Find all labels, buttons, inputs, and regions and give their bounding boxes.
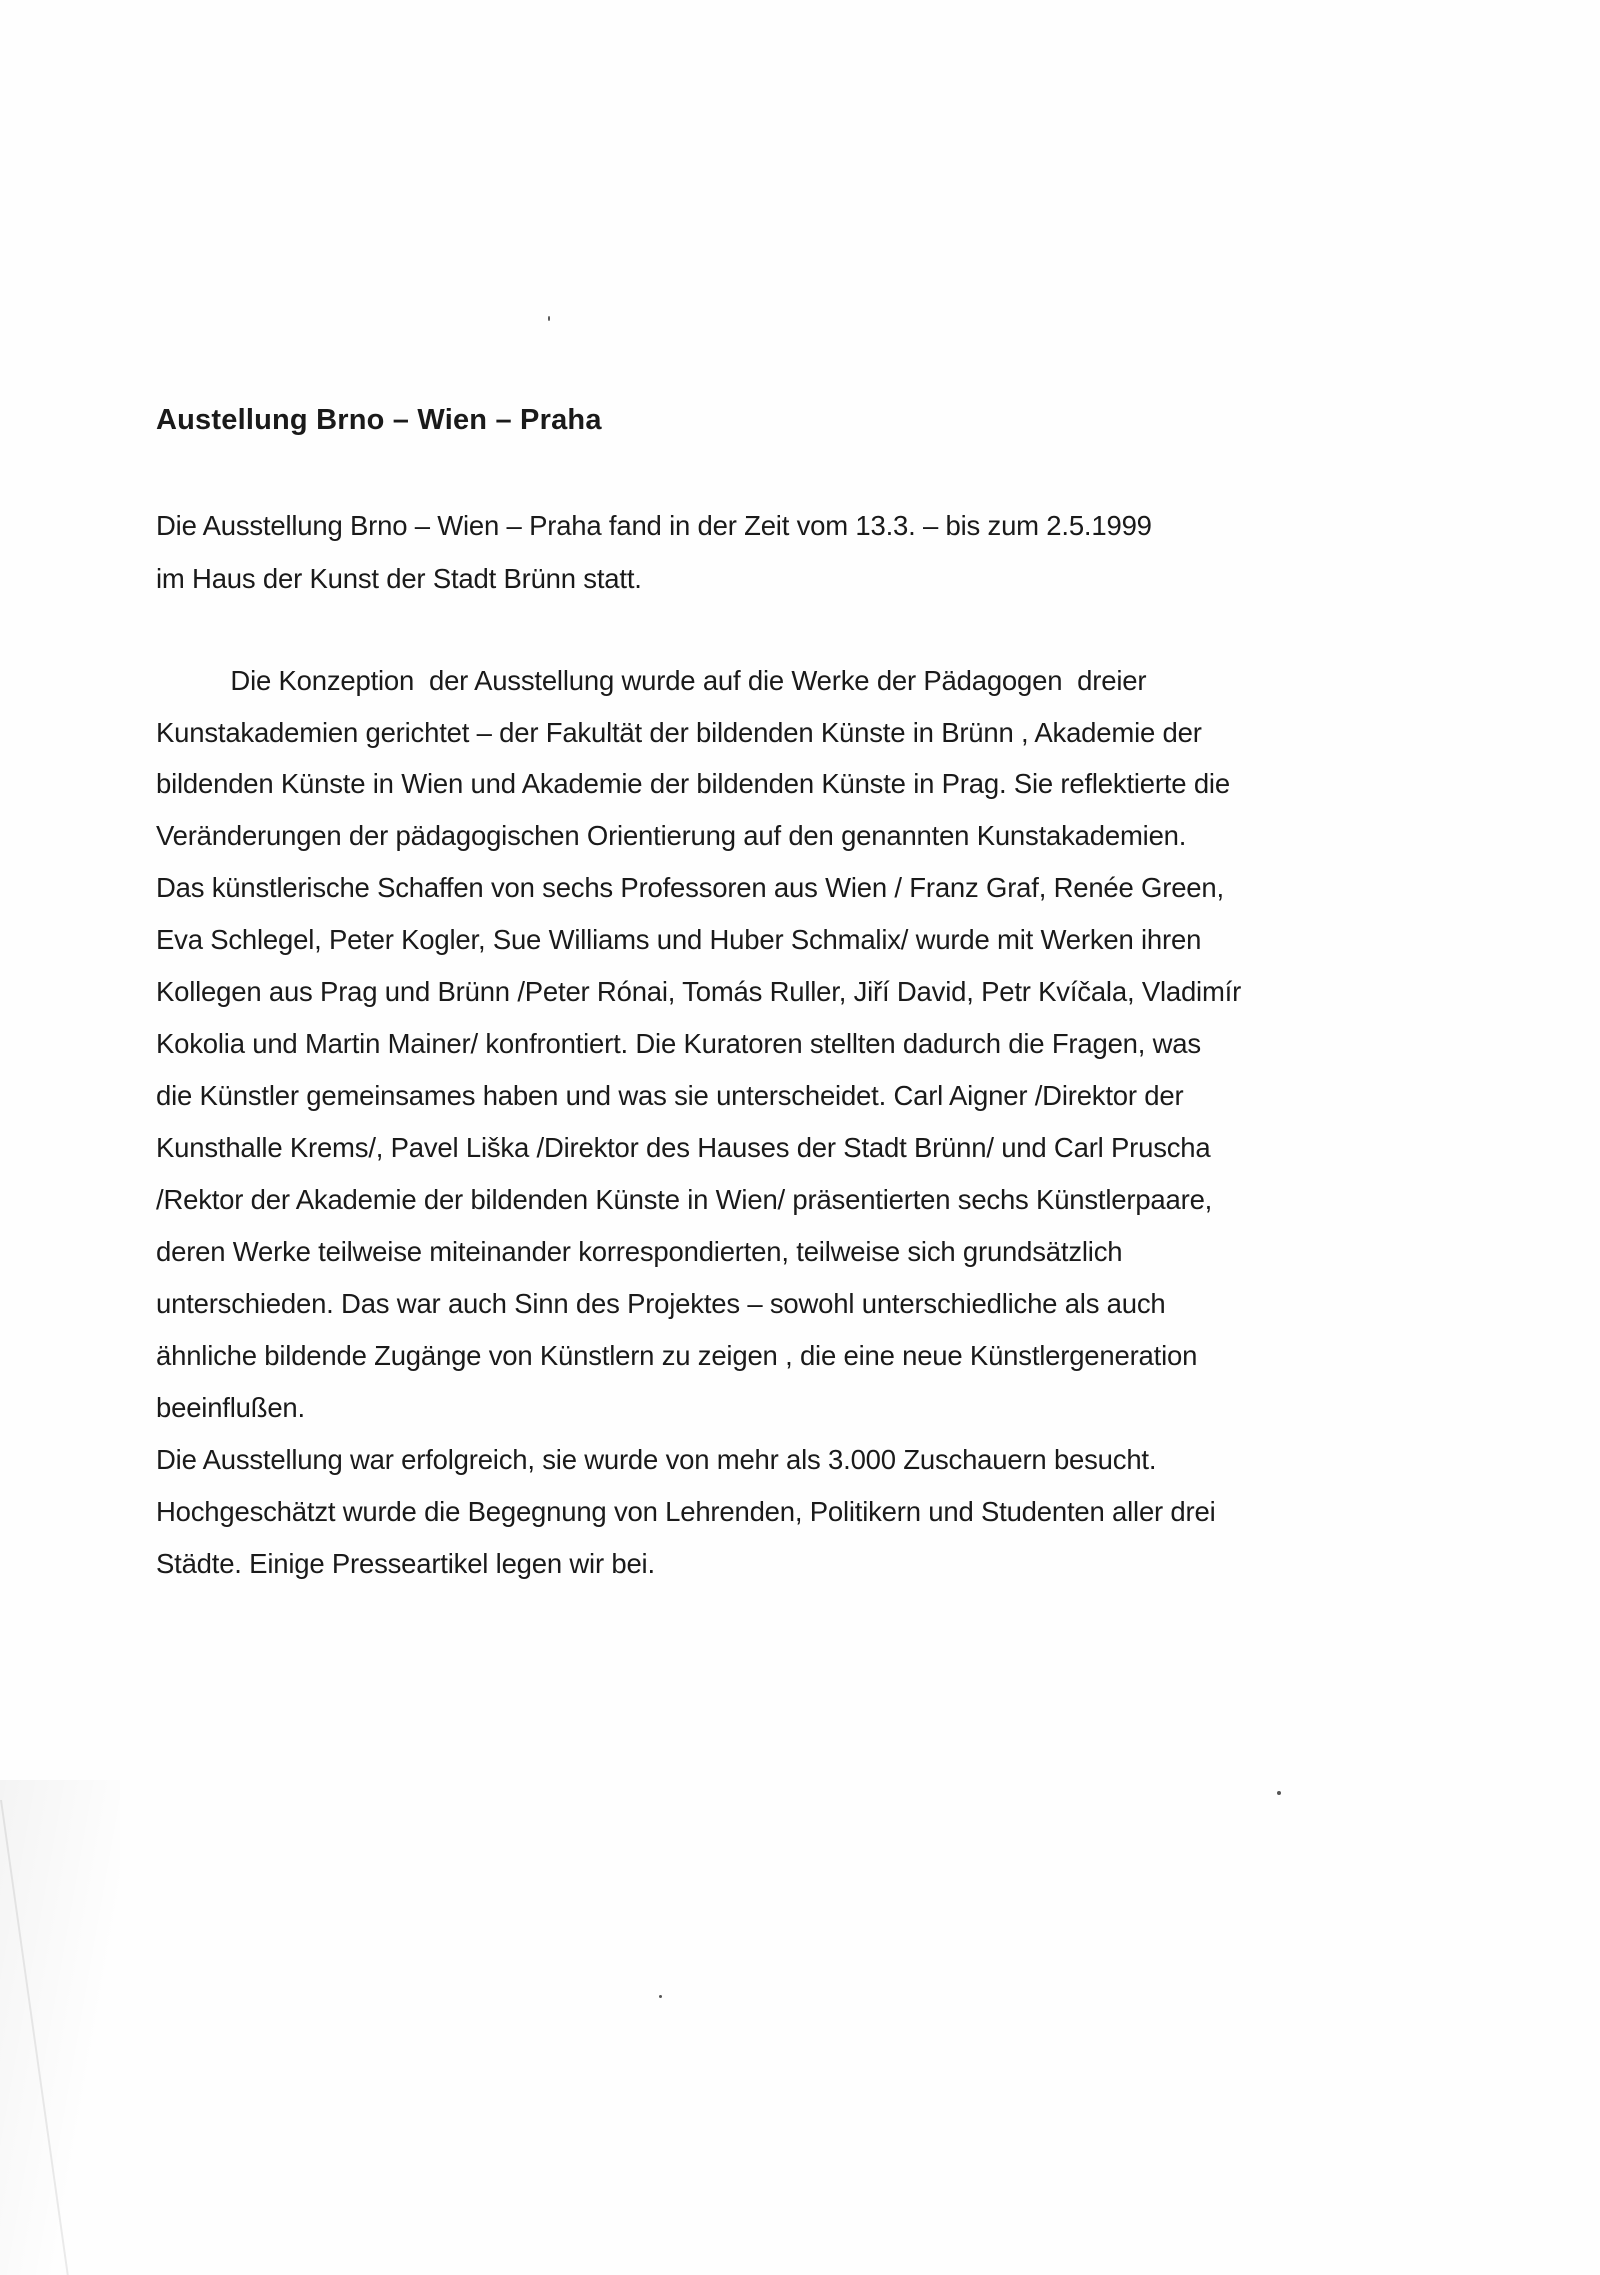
scan-speck	[548, 316, 550, 321]
intro-line: im Haus der Kunst der Stadt Brünn statt.	[156, 563, 642, 594]
body-line: ähnliche bildende Zugänge von Künstlern zu zeigen , die eine neue Künstlergeneration	[156, 1340, 1198, 1371]
body-line: Die Ausstellung war erfolgreich, sie wurde von mehr als 3.000 Zuschauern besucht.	[156, 1444, 1157, 1475]
body-line: unterschieden. Das war auch Sinn des Projektes – sowohl unterschiedliche als auch	[156, 1288, 1166, 1319]
intro-line: Die Ausstellung Brno – Wien – Praha fand in der Zeit vom 13.3. – bis zum 2.5.1999	[156, 510, 1152, 541]
body-line: Kunstakademien gerichtet – der Fakultät der bildenden Künste in Brünn , Akademie der	[156, 717, 1202, 748]
body-line: /Rektor der Akademie der bildenden Künste in Wien/ präsentierten sechs Künstlerpaare,	[156, 1184, 1213, 1215]
scan-speck	[1277, 1791, 1281, 1795]
scan-shadow	[0, 1780, 120, 2275]
scan-speck	[659, 1995, 662, 1998]
body-line: Kollegen aus Prag und Brünn /Peter Rónai, Tomás Ruller, Jiří David, Petr Kvíčala, Vladimír	[156, 976, 1242, 1007]
body-line: Die Konzeption der Ausstellung wurde auf die Werke der Pädagogen dreier	[156, 665, 1147, 696]
body-line: Eva Schlegel, Peter Kogler, Sue Williams und Huber Schmalix/ wurde mit Werken ihren	[156, 924, 1202, 955]
body-line: Städte. Einige Presseartikel legen wir bei.	[156, 1548, 655, 1579]
body-line: Das künstlerische Schaffen von sechs Professoren aus Wien / Franz Graf, Renée Green,	[156, 872, 1224, 903]
body-line: deren Werke teilweise miteinander korrespondierten, teilweise sich grundsätzlich	[156, 1236, 1123, 1267]
body-line: Veränderungen der pädagogischen Orientierung auf den genannten Kunstakademien.	[156, 820, 1187, 851]
body-line: Kokolia und Martin Mainer/ konfrontiert. Die Kuratoren stellten dadurch die Fragen, was	[156, 1028, 1201, 1059]
body-line: bildenden Künste in Wien und Akademie der bildenden Künste in Prag. Sie reflektierte die	[156, 768, 1230, 799]
body-line: Kunsthalle Krems/, Pavel Liška /Direktor des Hauses der Stadt Brünn/ und Carl Pruscha	[156, 1132, 1211, 1163]
body-line: beeinflußen.	[156, 1392, 305, 1423]
body-line: die Künstler gemeinsames haben und was sie unterscheidet. Carl Aigner /Direktor der	[156, 1080, 1184, 1111]
document-heading: Austellung Brno – Wien – Praha	[156, 404, 602, 436]
body-line: Hochgeschätzt wurde die Begegnung von Lehrenden, Politikern und Studenten aller drei	[156, 1496, 1216, 1527]
